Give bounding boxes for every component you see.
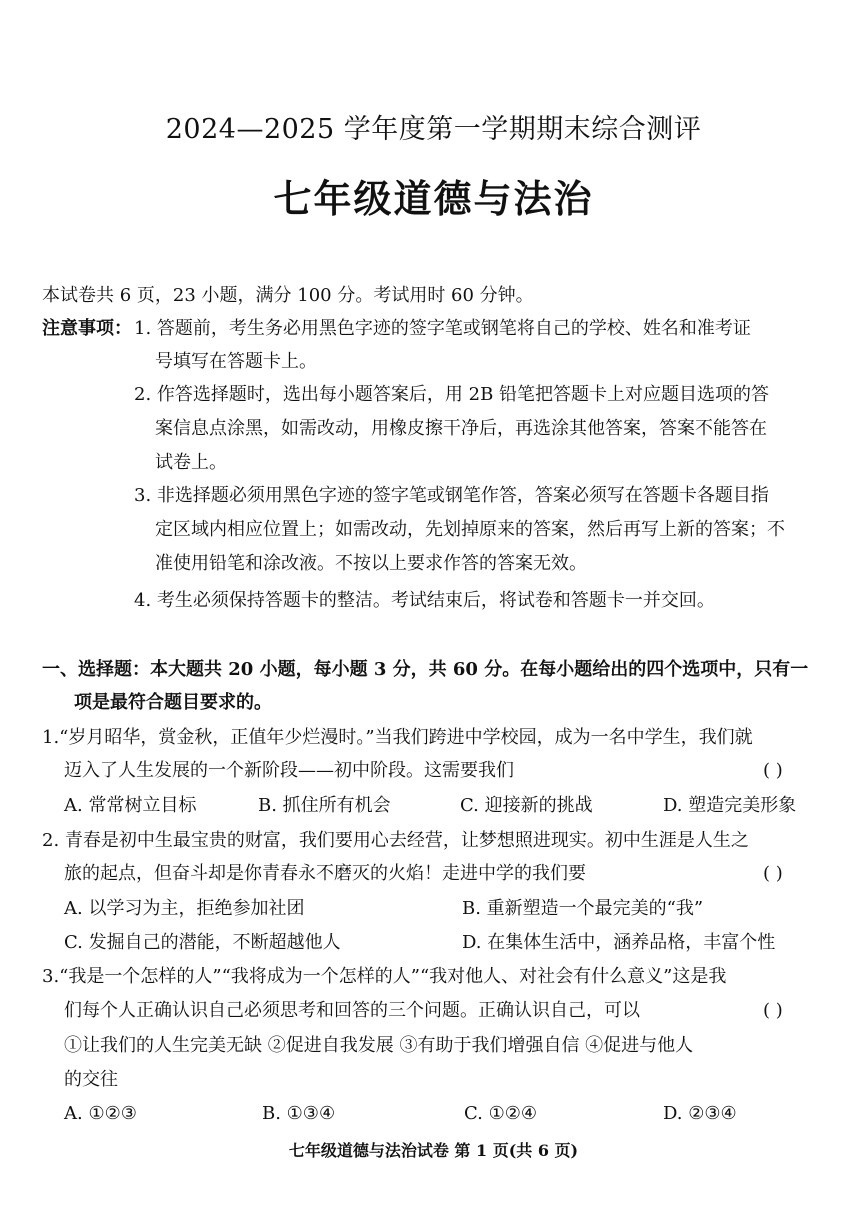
note-3-line-1: 3. 非选择题必须用黑色字迹的签字笔或钢笔作答，答案必须写在答题卡各题目指: [134, 485, 769, 506]
q1-option-d: D. 塑造完美形象: [663, 795, 797, 816]
note-3-line-2: 定区域内相应位置上；如需改动，先划掉原来的答案，然后再写上新的答案；不: [155, 519, 785, 540]
note-2-line-2: 案信息点涂黑，如需改动，用橡皮擦干净后，再选涂其他答案，答案不能答在: [155, 418, 767, 439]
page-footer: 七年级道德与法治试卷 第 1 页(共 6 页): [288, 1141, 579, 1160]
notes-label: 注意事项：: [42, 318, 132, 339]
q3-option-b: B. ①③④: [262, 1103, 336, 1124]
q3-stem-line-1: 3.“我是一个怎样的人”“我将成为一个怎样的人”“我对他人、对社会有什么意义”这是我: [42, 966, 727, 987]
q3-option-d: D. ②③④: [663, 1103, 737, 1124]
q1-answer-blank: ( ): [763, 760, 783, 781]
q1-option-b: B. 抓住所有机会: [258, 795, 391, 816]
q1-stem-line-2: 迈入了人生发展的一个新阶段——初中阶段。这需要我们: [64, 760, 514, 781]
q2-answer-blank: ( ): [763, 863, 783, 884]
q1-option-c: C. 迎接新的挑战: [460, 795, 593, 816]
q3-option-a: A. ①②③: [64, 1103, 137, 1124]
exam-title: 2024—2025 学年度第一学期期末综合测评: [165, 114, 702, 145]
note-2-line-3: 试卷上。: [155, 452, 227, 473]
q2-option-d: D. 在集体生活中，涵养品格，丰富个性: [462, 932, 776, 953]
q2-option-a: A. 以学习为主，拒绝参加社团: [64, 898, 305, 919]
q2-option-b: B. 重新塑造一个最完美的“我”: [462, 898, 704, 919]
exam-intro: 本试卷共 6 页，23 小题，满分 100 分。考试用时 60 分钟。: [42, 285, 534, 306]
q3-statements-line-2: 的交往: [64, 1069, 118, 1090]
q2-stem-line-2: 旅的起点，但奋斗却是你青春永不磨灭的火焰！走进中学的我们要: [64, 863, 586, 884]
section-1-heading-line-1: 一、选择题：本大题共 20 小题，每小题 3 分，共 60 分。在每小题给出的四个选项中，只有一: [42, 659, 809, 680]
section-1-heading-line-2: 项是最符合题目要求的。: [74, 692, 272, 713]
note-4: 4. 考生必须保持答题卡的整洁。考试结束后，将试卷和答题卡一并交回。: [134, 590, 715, 611]
q1-stem-line-1: 1.“岁月昭华，赏金秋，正值年少烂漫时。”当我们跨进中学校园，成为一名中学生，我们就: [42, 727, 753, 748]
note-1-line-2: 号填写在答题卡上。: [155, 351, 317, 372]
q2-option-c: C. 发掘自己的潜能，不断超越他人: [64, 932, 341, 953]
q1-option-a: A. 常常树立目标: [64, 795, 197, 816]
note-2-line-1: 2. 作答选择题时，选出每小题答案后，用 2B 铅笔把答题卡上对应题目选项的答: [134, 384, 770, 405]
note-1-line-1: 1. 答题前，考生务必用黑色字迹的签字笔或钢笔将自己的学校、姓名和准考证: [134, 318, 751, 339]
q3-answer-blank: ( ): [763, 1000, 783, 1021]
subject-title: 七年级道德与法治: [273, 176, 594, 221]
q3-statements-line-1: ①让我们的人生完美无缺 ②促进自我发展 ③有助于我们增强自信 ④促进与他人: [64, 1035, 694, 1056]
q3-stem-line-2: 们每个人正确认识自己必须思考和回答的三个问题。正确认识自己，可以: [64, 1000, 640, 1021]
q3-option-c: C. ①②④: [464, 1103, 537, 1124]
q2-stem-line-1: 2. 青春是初中生最宝贵的财富，我们要用心去经营，让梦想照进现实。初中生涯是人生之: [42, 830, 749, 851]
note-3-line-3: 准使用铅笔和涂改液。不按以上要求作答的答案无效。: [155, 553, 587, 574]
